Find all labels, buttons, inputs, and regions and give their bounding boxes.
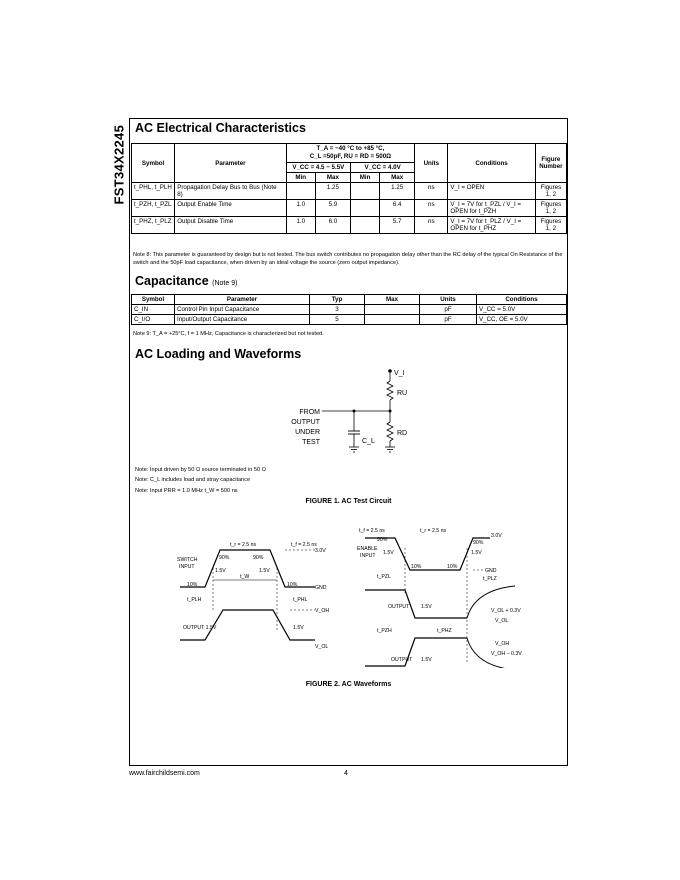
- table-row: [132, 305, 567, 315]
- row-min1: 1.0: [286, 217, 315, 234]
- wr-tf: t_f = 2.5 ns: [359, 528, 385, 534]
- wr-3v: 3.0V: [491, 533, 502, 539]
- cap-title: [135, 274, 237, 288]
- ac-hdr-min1: Min: [286, 173, 315, 183]
- wl-tphl: t_PHL: [293, 597, 308, 603]
- note-8: Note 8: This parameter is guaranteed by design but is not tested. The bus switch contributes no propagation delay other than the RC delay of the typical On Resistance of the switch and the 50pF load capacitance, when driven by an ideal voltage the source (zero output impedance).: [133, 252, 563, 266]
- cap-param: Input/Output Capacitance: [175, 315, 310, 325]
- loading-title: AC Loading and Waveforms: [135, 347, 302, 361]
- cap-hdr-conditions: Conditions: [477, 295, 567, 305]
- ac-title: AC Electrical Characteristics: [135, 121, 306, 135]
- table-row: [132, 200, 567, 217]
- cap-max: [365, 315, 420, 325]
- cap-max: [365, 305, 420, 315]
- page-number: 4: [344, 770, 348, 777]
- row-units: ns: [415, 183, 448, 200]
- cap-title-text: Capacitance: [135, 274, 209, 288]
- cap-hdr-symbol: Symbol: [132, 295, 175, 305]
- rd-resistor: [387, 422, 393, 441]
- row-symbol: t_PHZ, t_PLZ: [132, 217, 175, 234]
- wr-15b: 1.5V: [471, 550, 482, 556]
- wr-10a: 10%: [411, 564, 422, 570]
- ac-hdr-fig: Figure Number: [535, 144, 566, 183]
- ac-hdr-symbol: Symbol: [132, 144, 175, 183]
- wl-90a: 90%: [219, 555, 230, 561]
- vi-node: [388, 369, 392, 373]
- wr-input: INPUT: [360, 553, 376, 559]
- cap-symbol: C_I/O: [132, 315, 175, 325]
- row-units: ns: [415, 217, 448, 234]
- row-fig: Figures 1, 2: [535, 200, 566, 217]
- waveform-left: [175, 532, 345, 652]
- wr-tplz: t_PLZ: [483, 576, 497, 582]
- wl-voh: V_OH: [315, 608, 330, 614]
- wl-input: INPUT: [179, 564, 195, 570]
- cap-param: Control Pin Input Capacitance: [175, 305, 310, 315]
- output-label: OUTPUT: [291, 419, 320, 426]
- ac-hdr-cond2: C_L =50pF, RU = RD = 500Ω: [309, 153, 392, 160]
- rd-label: RD: [397, 430, 408, 437]
- ac-hdr-param: Parameter: [175, 144, 287, 183]
- loading-note-1: Note: Input driven by 50 Ω source terminated in 50 Ω: [135, 467, 266, 473]
- wl-15b: 1.5V: [259, 568, 270, 574]
- part-number-sidebar: [108, 118, 128, 208]
- table-row: [132, 183, 567, 200]
- wl-gnd: GND: [315, 585, 327, 591]
- loading-note-3: Note: Input PRR = 1.0 MHz t_W = 500 ns: [135, 488, 238, 494]
- cap-cond: V_CC = 5.0V: [477, 305, 567, 315]
- row-fig: Figures 1, 2: [535, 183, 566, 200]
- ac-hdr-cond: [286, 144, 415, 163]
- wl-15a: 1.5V: [215, 568, 226, 574]
- wr-15c: 1.5V: [421, 604, 432, 610]
- from-label: FROM: [299, 409, 320, 416]
- ac-hdr-cond1: T_A = −40 °C to +85 °C,: [316, 145, 385, 152]
- wr-vol03: V_OL + 0.3V: [491, 608, 521, 614]
- wl-tw: t_W: [240, 574, 250, 580]
- wr-vol: V_OL: [495, 618, 509, 624]
- row-cond: V_I = OPEN: [448, 183, 535, 200]
- wr-tphz: t_PHZ: [437, 628, 452, 634]
- note-9: Note 9: T_A = +25°C, f = 1 MHz, Capacitance is characterized but not tested.: [133, 331, 324, 337]
- row-fig: Figures 1, 2: [535, 217, 566, 234]
- wr-90a: 90%: [377, 537, 388, 543]
- wr-enable: ENABLE: [357, 546, 378, 552]
- row-max1: 5.9: [315, 200, 350, 217]
- wr-output2: OUTPUT: [391, 657, 413, 663]
- ac-hdr-max2: Max: [380, 173, 415, 183]
- test-label: TEST: [302, 439, 320, 446]
- row-max1: 1.25: [315, 183, 350, 200]
- cap-units: pF: [420, 315, 477, 325]
- cap-cond: V_CC, OE = 5.0V: [477, 315, 567, 325]
- wl-output: OUTPUT 1.5V: [183, 625, 217, 631]
- wr-tr: t_r = 2.5 ns: [420, 528, 447, 534]
- vi-label: V_I: [394, 370, 405, 377]
- row-max2: 5.7: [380, 217, 415, 234]
- table-row: [132, 217, 567, 234]
- cap-typ: 3: [310, 305, 365, 315]
- wl-vol: V_OL: [315, 644, 329, 650]
- table-row: [132, 315, 567, 325]
- part-number: FST34X2245: [111, 124, 127, 205]
- cap-symbol: C_IN: [132, 305, 175, 315]
- row-cond: V_I = 7V for t_PZL / V_I = OPEN for t_PZH: [448, 200, 535, 217]
- wl-90b: 90%: [253, 555, 264, 561]
- ac-hdr-max1: Max: [315, 173, 350, 183]
- ac-hdr-vcc2: V_CC = 4.0V: [350, 163, 414, 173]
- row-cond: V_I = 7V for t_PLZ / V_I = OPEN for t_PHZ: [448, 217, 535, 234]
- row-max1: 6.0: [315, 217, 350, 234]
- cap-typ: 5: [310, 315, 365, 325]
- cap-hdr-max: Max: [365, 295, 420, 305]
- figure-1-caption: FIGURE 1. AC Test Circuit: [305, 498, 392, 505]
- ac-hdr-min2: Min: [350, 173, 379, 183]
- cap-hdr-param: Parameter: [175, 295, 310, 305]
- ac-hdr-conditions: Conditions: [448, 144, 535, 183]
- wr-15a: 1.5V: [383, 550, 394, 556]
- wr-gnd: GND: [485, 568, 497, 574]
- wl-tf: t_f = 2.5 ns: [291, 542, 317, 548]
- wr-tpzh: t_PZH: [377, 628, 392, 634]
- row-param: Propagation Delay Bus to Bus (Note 8): [175, 183, 287, 200]
- figure-2-caption: FIGURE 2. AC Waveforms: [305, 681, 392, 688]
- wr-15d: 1.5V: [421, 657, 432, 663]
- cl-label: C_L: [362, 438, 375, 445]
- row-param: Output Disable Time: [175, 217, 287, 234]
- row-min2: [350, 217, 379, 234]
- cap-hdr-units: Units: [420, 295, 477, 305]
- loading-note-2: Note: C_L includes load and stray capacitance: [135, 477, 251, 483]
- wr-voh: V_OH: [495, 641, 510, 647]
- cap-units: pF: [420, 305, 477, 315]
- row-min2: [350, 200, 379, 217]
- ac-test-circuit: [290, 367, 420, 462]
- ac-hdr-vcc1: V_CC = 4.5 − 5.5V: [286, 163, 350, 173]
- wl-3v: 3.0V: [315, 548, 326, 554]
- footer-url[interactable]: www.fairchildsemi.com: [129, 770, 200, 777]
- ac-table: [131, 143, 567, 234]
- cap-hdr-typ: Typ: [310, 295, 365, 305]
- wl-10a: 10%: [187, 582, 198, 588]
- wr-output1: OUTPUT: [388, 604, 410, 610]
- row-symbol: t_PZH, t_PZL: [132, 200, 175, 217]
- wr-tpzl: t_PZL: [377, 574, 391, 580]
- ru-resistor: [387, 381, 393, 400]
- wl-10b: 10%: [287, 582, 298, 588]
- wr-output2-wave: [365, 638, 467, 666]
- row-param: Output Enable Time: [175, 200, 287, 217]
- under-label: UNDER: [295, 429, 320, 436]
- wr-voh03: V_OH − 0.3V: [491, 651, 522, 657]
- wr-10b: 10%: [447, 564, 458, 570]
- wr-output1-wave: [365, 590, 467, 618]
- wr-90b: 90%: [473, 540, 484, 546]
- wl-switch: SWITCH: [177, 557, 198, 563]
- row-units: ns: [415, 200, 448, 217]
- row-min1: [286, 183, 315, 200]
- row-max2: 6.4: [380, 200, 415, 217]
- waveform-right: [355, 518, 530, 668]
- cap-table: [131, 294, 567, 325]
- wl-tplh: t_PLH: [187, 597, 202, 603]
- row-min1: 1.0: [286, 200, 315, 217]
- row-min2: [350, 183, 379, 200]
- cap-title-note: (Note 9): [212, 280, 238, 287]
- ru-label: RU: [397, 390, 408, 397]
- row-max2: 1.25: [380, 183, 415, 200]
- wl-15c: 1.5V: [293, 625, 304, 631]
- wl-tr: t_r = 2.5 ns: [230, 542, 257, 548]
- ac-hdr-units: Units: [415, 144, 448, 183]
- row-symbol: t_PHL, t_PLH: [132, 183, 175, 200]
